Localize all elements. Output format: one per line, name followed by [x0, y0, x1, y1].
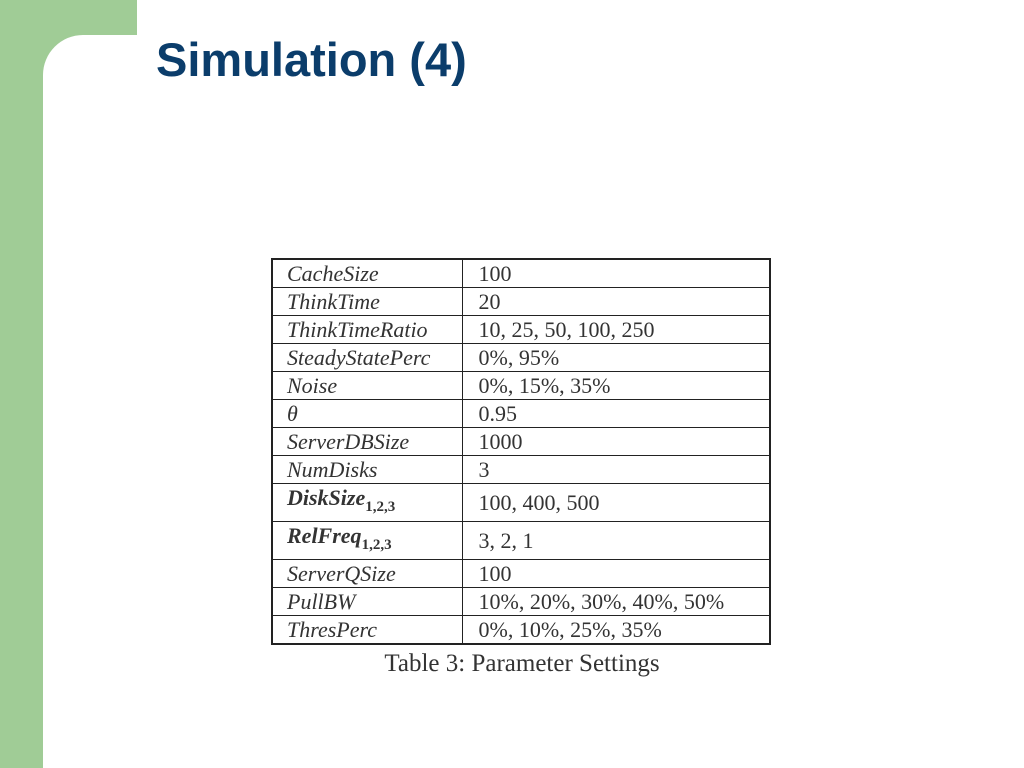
table-row: [272, 372, 770, 400]
parameter-value: 0%, 10%, 25%, 35%: [462, 616, 770, 645]
parameter-name: ThinkTime: [272, 288, 462, 316]
parameter-value: 0.95: [462, 400, 770, 428]
table-row: [272, 288, 770, 316]
table-row: [272, 456, 770, 484]
parameter-table: [271, 258, 771, 645]
table-row: [272, 344, 770, 372]
parameter-name: DiskSize: [287, 485, 366, 510]
parameter-value: 100: [462, 259, 770, 288]
parameter-value: 0%, 95%: [462, 344, 770, 372]
parameter-name: ThinkTimeRatio: [272, 316, 462, 344]
decorative-side-band: [0, 0, 43, 768]
parameter-name: NumDisks: [272, 456, 462, 484]
parameter-value: 10, 25, 50, 100, 250: [462, 316, 770, 344]
parameter-subscript: 1,2,3: [365, 499, 396, 515]
parameter-value: 3, 2, 1: [462, 522, 770, 560]
parameter-value: 10%, 20%, 30%, 40%, 50%: [462, 588, 770, 616]
parameter-name: ThresPerc: [272, 616, 462, 645]
table-row: [272, 616, 770, 645]
parameter-name: Noise: [272, 372, 462, 400]
parameter-name-cell: [272, 522, 462, 560]
parameter-name-cell: [272, 484, 462, 522]
table-row: [272, 588, 770, 616]
parameter-name: SteadyStatePerc: [272, 344, 462, 372]
table-row: [272, 259, 770, 288]
parameter-name: θ: [272, 400, 462, 428]
parameter-name: ServerQSize: [272, 560, 462, 588]
slide-title: Simulation (4): [156, 33, 467, 86]
table-row: [272, 484, 770, 522]
parameter-value: 20: [462, 288, 770, 316]
table-row: [272, 316, 770, 344]
parameter-value: 0%, 15%, 35%: [462, 372, 770, 400]
parameter-subscript: 1,2,3: [361, 537, 392, 553]
parameter-value: 100, 400, 500: [462, 484, 770, 522]
parameter-name: CacheSize: [272, 259, 462, 288]
parameter-name: PullBW: [272, 588, 462, 616]
parameter-value: 3: [462, 456, 770, 484]
parameter-value: 1000: [462, 428, 770, 456]
table-row: [272, 400, 770, 428]
table-caption: Table 3: Parameter Settings: [384, 650, 660, 677]
parameter-name: ServerDBSize: [272, 428, 462, 456]
decorative-corner-curve: [43, 35, 83, 75]
parameter-name: RelFreq: [287, 523, 362, 548]
table-row: [272, 428, 770, 456]
decorative-top-band: [43, 0, 137, 35]
table-row: [272, 522, 770, 560]
table-row: [272, 560, 770, 588]
parameter-value: 100: [462, 560, 770, 588]
